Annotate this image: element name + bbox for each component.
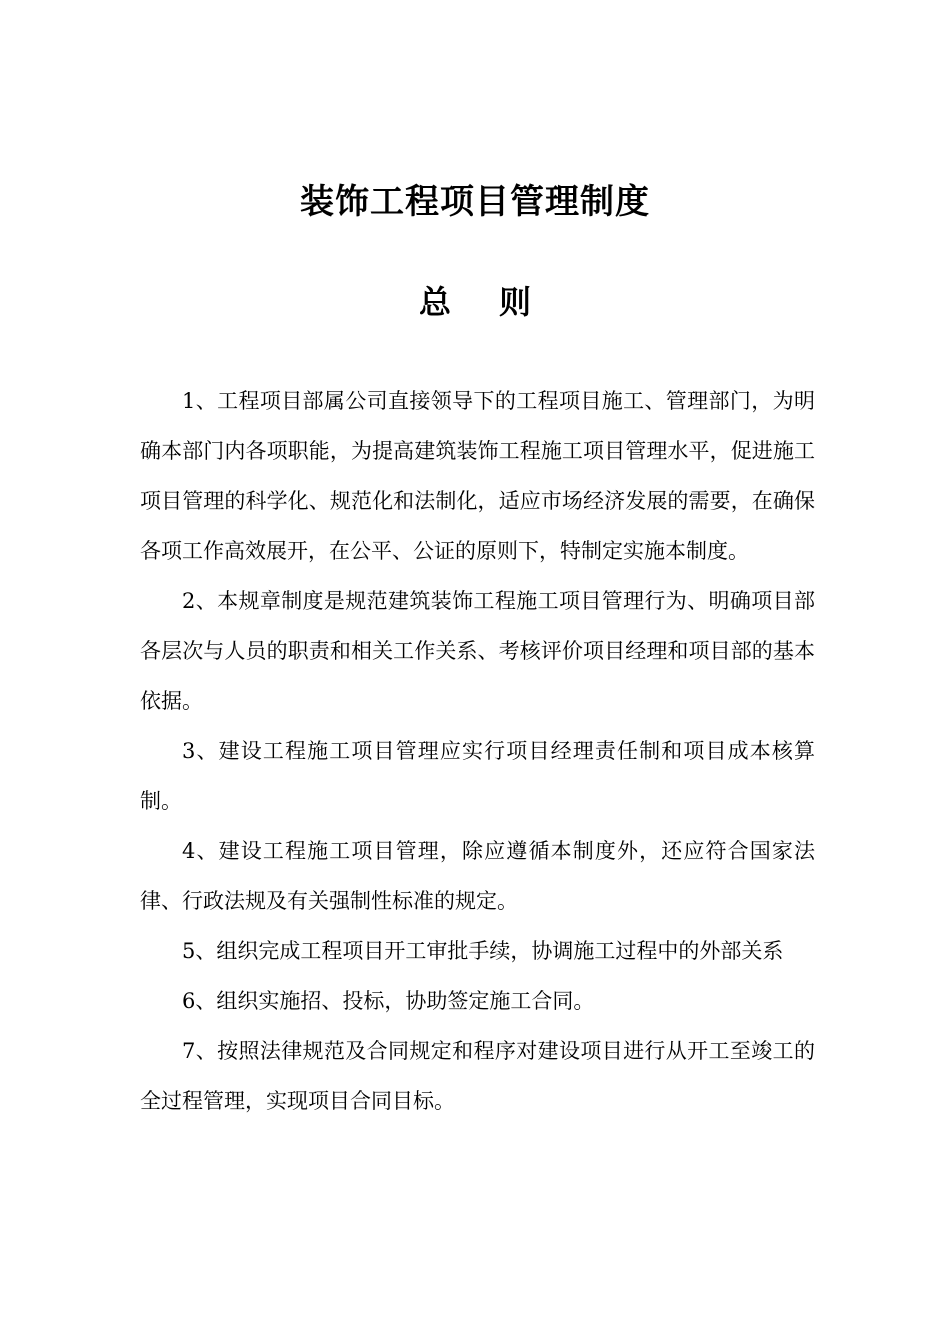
document-body	[140, 376, 815, 1126]
paragraph-4: 4、建设工程施工项目管理，除应遵循本制度外，还应符合国家法律、行政法规及有关强制性标准的规定。	[140, 839, 815, 913]
paragraph-7: 7、按照法律规范及合同规定和程序对建设项目进行从开工至竣工的全过程管理，实现项目合同目标。	[140, 1039, 815, 1113]
paragraph-6: 6、组织实施招、投标，协助签定施工合同。	[182, 989, 595, 1013]
document-title: 装饰工程项目管理制度	[300, 182, 650, 222]
paragraph-5: 5、组织完成工程项目开工审批手续，协调施工过程中的外部关系	[182, 939, 784, 963]
section-heading-char-1: 总	[418, 283, 451, 321]
paragraph-1: 1、工程项目部属公司直接领导下的工程项目施工、管理部门，为明确本部门内各项职能，为提高建筑装饰工程施工项目管理水平，促进施工项目管理的科学化、规范化和法制化，适应市场经济发展的需要，在确保各项工作高效展开，在公平、公证的原则下，特制定实施本制度。	[140, 389, 815, 563]
section-heading-char-2: 则	[499, 283, 532, 321]
paragraph-2: 2、本规章制度是规范建筑装饰工程施工项目管理行为、明确项目部各层次与人员的职责和相关工作关系、考核评价项目经理和项目部的基本依据。	[140, 589, 815, 713]
paragraph-3: 3、建设工程施工项目管理应实行项目经理责任制和项目成本核算制。	[140, 739, 815, 813]
section-heading	[0, 280, 950, 324]
